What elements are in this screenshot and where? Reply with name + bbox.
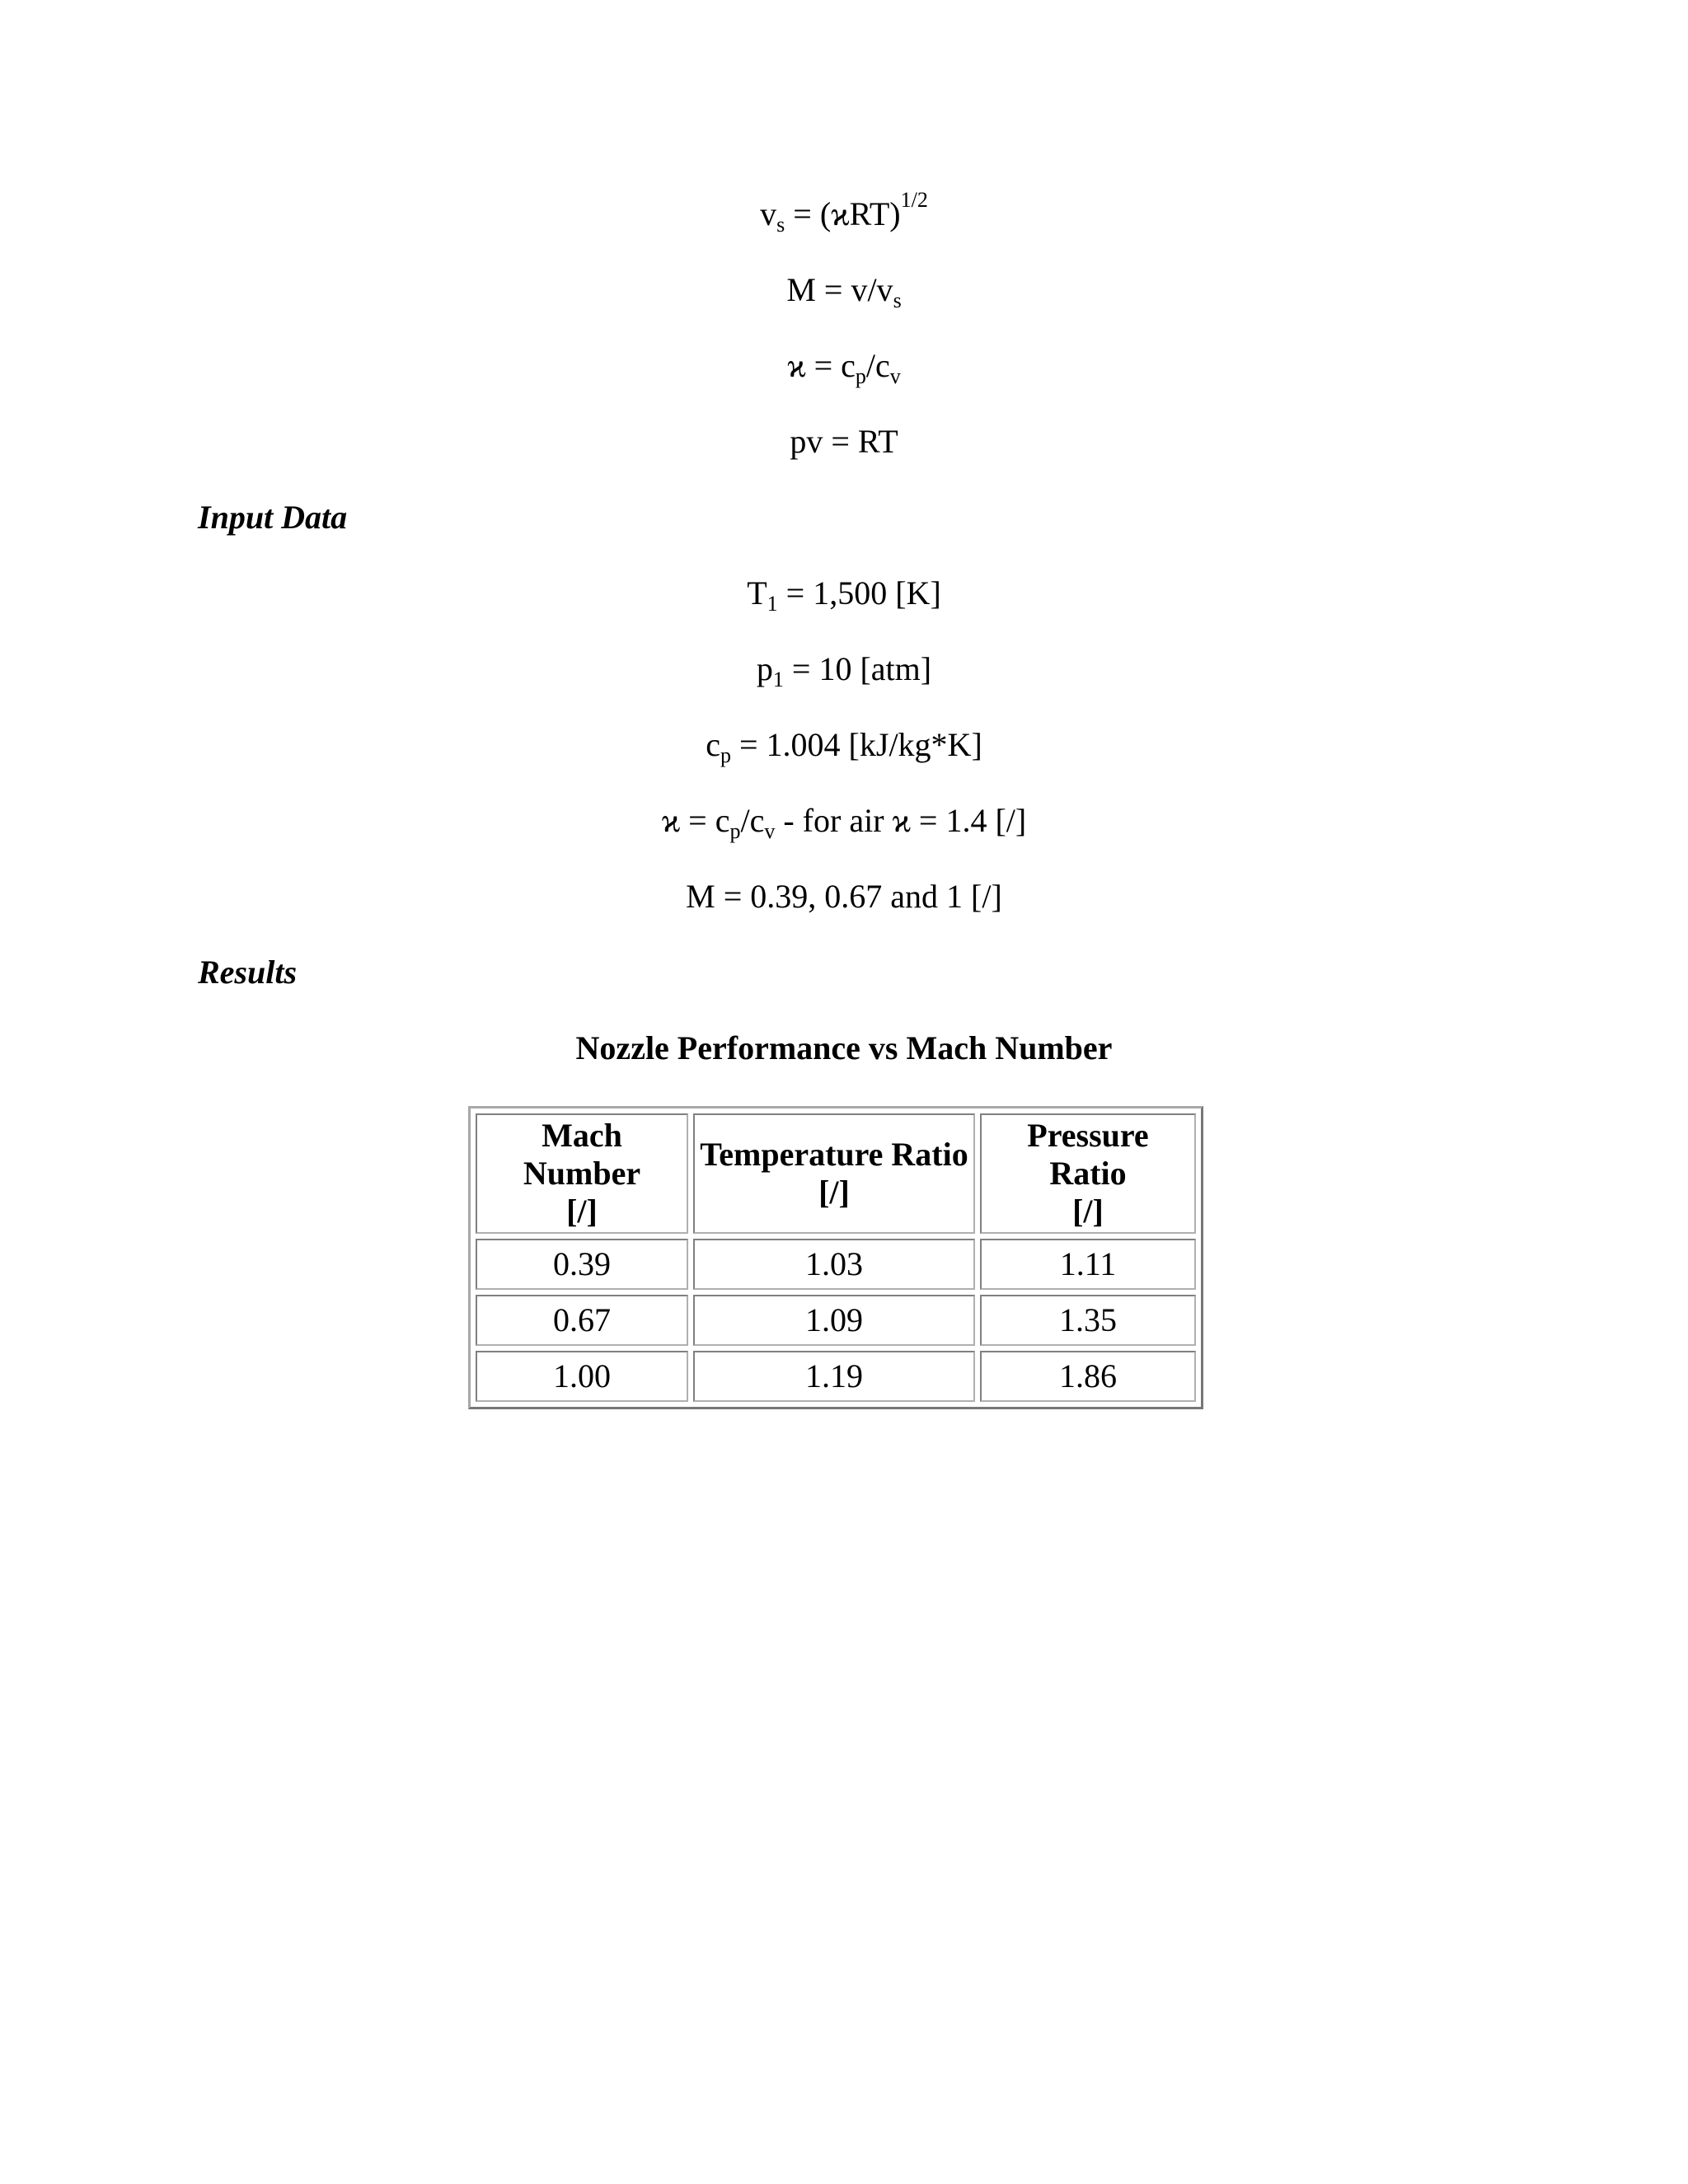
table-cell: 1.00 — [476, 1351, 688, 1402]
eq-term: /c — [865, 347, 890, 384]
header-label: Pressure Ratio — [1027, 1117, 1149, 1192]
eq-term: = 1,500 [K] — [777, 574, 941, 612]
table-row — [476, 1239, 1196, 1290]
header-label: Temperature Ratio — [700, 1136, 968, 1173]
header-label: Mach Number — [523, 1117, 641, 1192]
eq-term: pv = RT — [790, 423, 898, 460]
table-cell: 1.19 — [693, 1351, 975, 1402]
table-cell: 0.39 — [476, 1239, 688, 1290]
eq-subscript: p — [729, 819, 741, 843]
header-pressure-ratio — [980, 1113, 1196, 1234]
eq-term: p — [756, 650, 773, 687]
eq-subscript: v — [889, 364, 901, 388]
table-cell: 0.67 — [476, 1295, 688, 1346]
input-cp — [0, 725, 1688, 765]
header-unit: [/] — [1072, 1193, 1104, 1230]
eq-term: = (ϰRT) — [785, 195, 901, 232]
eq-subscript: 1 — [772, 668, 784, 691]
eq-term: M = v/v — [786, 271, 893, 308]
eq-term: = 1.004 [kJ/kg*K] — [731, 726, 982, 763]
table-row — [476, 1351, 1196, 1402]
results-heading: Results — [198, 954, 298, 991]
equation-kappa — [0, 346, 1688, 386]
table-cell: 1.09 — [693, 1295, 975, 1346]
eq-subscript: p — [720, 743, 731, 767]
equation-sound-speed — [0, 188, 1688, 237]
results-table-wrapper — [468, 1106, 1203, 1409]
eq-subscript: s — [893, 288, 902, 312]
table-title: Nozzle Performance vs Mach Number — [575, 1029, 1113, 1066]
table-row — [476, 1295, 1196, 1346]
equation-gas-law — [0, 422, 1688, 462]
input-data-heading: Input Data — [198, 499, 348, 536]
header-unit: [/] — [818, 1174, 850, 1211]
eq-term: /c — [740, 802, 765, 839]
equation-mach — [0, 270, 1688, 310]
input-t1 — [0, 574, 1688, 616]
input-mach-values — [0, 877, 1688, 916]
eq-term: M = 0.39, 0.67 and 1 [/] — [686, 878, 1002, 915]
table-cell: 1.86 — [980, 1351, 1196, 1402]
header-unit: [/] — [566, 1193, 598, 1230]
table-cell: 1.11 — [980, 1239, 1196, 1290]
input-p1 — [0, 649, 1688, 689]
eq-term: T — [747, 574, 767, 612]
eq-subscript: 1 — [767, 592, 778, 616]
eq-term: v — [760, 195, 777, 232]
eq-term: ϰ = c — [661, 802, 730, 839]
eq-term: = 10 [atm] — [783, 650, 932, 687]
eq-subscript: s — [776, 213, 785, 237]
eq-subscript: p — [855, 364, 866, 388]
header-temperature-ratio — [693, 1113, 975, 1234]
table-header-row — [476, 1113, 1196, 1234]
eq-term: - for air ϰ = 1.4 [/] — [775, 802, 1027, 839]
input-kappa-air — [0, 801, 1688, 841]
header-mach-number — [476, 1113, 688, 1234]
table-cell: 1.03 — [693, 1239, 975, 1290]
eq-term: ϰ = c — [787, 347, 856, 384]
eq-term: c — [706, 726, 720, 763]
eq-superscript: 1/2 — [900, 188, 928, 212]
table-cell: 1.35 — [980, 1295, 1196, 1346]
eq-subscript: v — [764, 819, 776, 843]
results-table — [468, 1106, 1203, 1409]
